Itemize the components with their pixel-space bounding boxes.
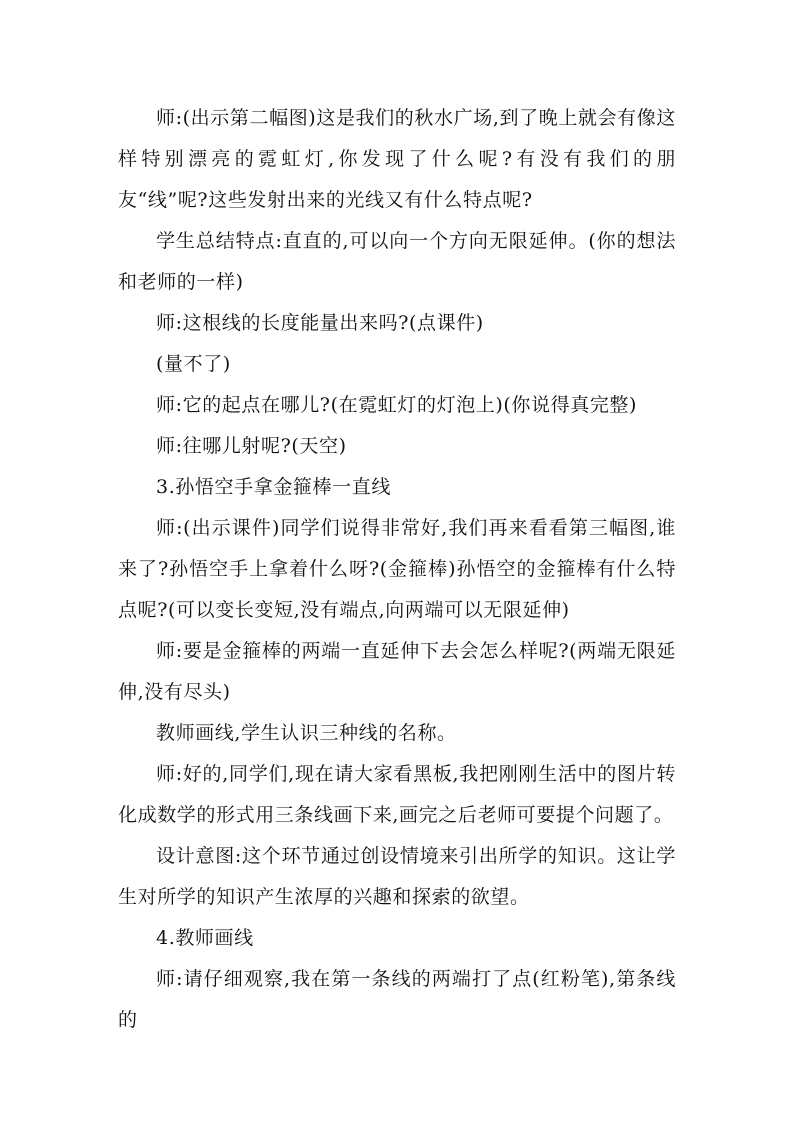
paragraph-direction: 师:往哪儿射呢?(天空) bbox=[156, 435, 347, 457]
paragraph-blackboard: 师:好的,同学们,现在请大家看黑板,我把刚刚生活中的图片转化成数学的形式用三条线画下来,画完之后老师可要提个问题了。 bbox=[118, 763, 676, 826]
section-heading-4: 4.教师画线 bbox=[156, 927, 254, 949]
paragraph-teacher-draws: 教师画线,学生认识三种线的名称。 bbox=[156, 722, 457, 744]
paragraph-start-point: 师:它的起点在哪儿?(在霓虹灯的灯泡上)(你说得真完整) bbox=[156, 394, 638, 416]
paragraph-golden-staff: 师:(出示课件)同学们说得非常好,我们再来看看第三幅图,谁来了?孙悟空手上拿着什么呀?(金箍棒)孙悟空的金箍棒有什么特点呢?(可以变长变短,没有端点,向两端可以无限延伸) bbox=[118, 517, 676, 621]
paragraph-neon-lights: 师:(出示第二幅图)这是我们的秋水广场,到了晚上就会有像这样特别漂亮的霓虹灯,你发现了什么呢?有没有我们的朋友“线”呢?这些发射出来的光线又有什么特点呢? bbox=[118, 107, 676, 211]
paragraph-observe: 师:请仔细观察,我在第一条线的两端打了点(红粉笔),第条线的 bbox=[118, 968, 676, 1031]
paragraph-measure-question: 师:这根线的长度能量出来吗?(点课件) bbox=[156, 312, 484, 334]
paragraph-extend-both-ends: 师:要是金箍棒的两端一直延伸下去会怎么样呢?(两端无限延伸,没有尽头) bbox=[118, 640, 676, 703]
paragraph-design-intent: 设计意图:这个环节通过创设情境来引出所学的知识。这让学生对所学的知识产生浓厚的兴趣和探索的欲望。 bbox=[118, 845, 676, 908]
paragraph-cannot-measure: (量不了) bbox=[156, 353, 231, 375]
section-heading-3: 3.孙悟空手拿金箍棒一直线 bbox=[156, 476, 391, 498]
paragraph-student-summary: 学生总结特点:直直的,可以向一个方向无限延伸。(你的想法和老师的一样) bbox=[118, 230, 676, 293]
